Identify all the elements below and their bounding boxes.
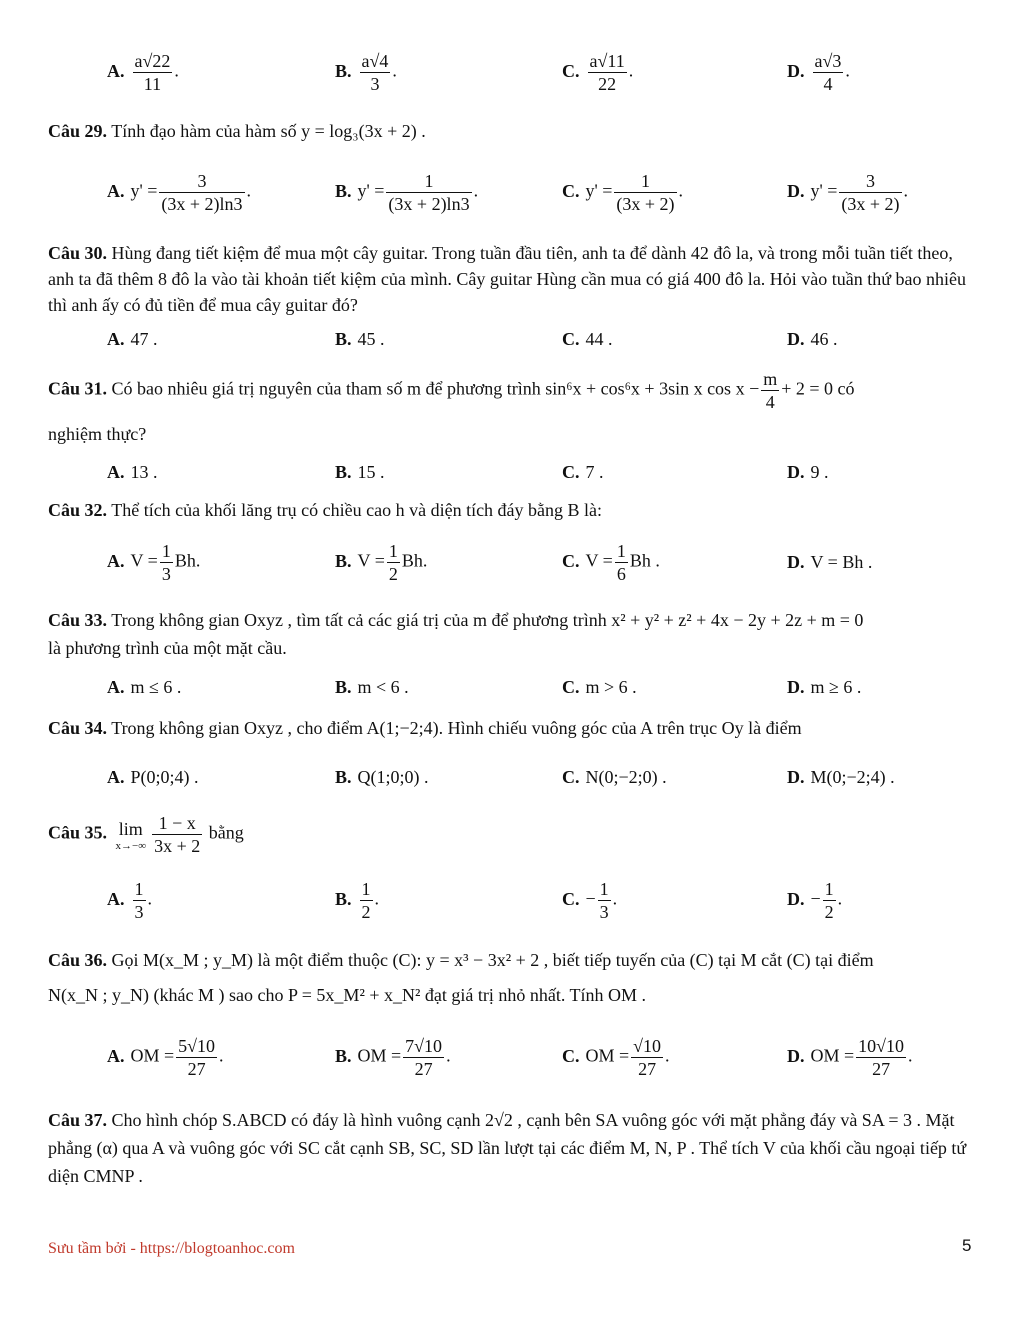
q35-after: bằng <box>208 822 244 843</box>
q28-option-a: A. $\frac{a√22}{11}$ . <box>107 51 179 94</box>
q29-option-b: B. y' = $\frac{1}{(3x + 2)\ln 3}$ . <box>335 171 479 214</box>
q34-option-a: A. P(0;0;4) . <box>107 767 199 787</box>
q30-option-c: C. 44 . <box>562 329 613 349</box>
q28-option-c: C. $\frac{a√11}{22}$ . <box>562 51 634 94</box>
q31-text: Có bao nhiêu giá trị nguyên của tham số m để phương trình sin⁶x + cos⁶x + 3sin x cos x − <box>111 378 760 399</box>
q30-stem <box>48 240 978 318</box>
q29-text: Tính đạo hàm của hàm số y = log₃(3x + 2) . <box>111 121 426 141</box>
q34-label: Câu 34. <box>48 718 108 738</box>
q35-option-d: D. − $\frac{1}{2}$ . <box>787 879 843 922</box>
q36-stem <box>48 950 874 971</box>
q30-option-d: D. 46 . <box>787 329 838 349</box>
q33-text: Trong không gian Oxyz , tìm tất cả các giá trị của m để phương trình x² + y² + z² + 4x − 2y + 2z + m = 0 <box>111 610 864 630</box>
q31-stem-line2: nghiệm thực? <box>48 424 147 444</box>
q36-option-c: C. OM = $\frac{√10}{27}$ . <box>562 1036 670 1079</box>
q36-stem-line2: N(x_N ; y_N) (khác M ) sao cho P = 5x_M² + x_N² đạt giá trị nhỏ nhất. Tính OM . <box>48 985 647 1005</box>
q32-stem <box>48 500 602 521</box>
q37-stem <box>48 1106 978 1190</box>
q36-option-b: B. OM = $\frac{7√10}{27}$ . <box>335 1036 451 1079</box>
q34-option-b: B. Q(1;0;0) . <box>335 767 429 787</box>
q35-option-c: C. − $\frac{1}{3}$ . <box>562 879 618 922</box>
q31-option-a: A. 13 . <box>107 462 158 482</box>
q36-option-a: A. OM = $\frac{5√10}{27}$ . <box>107 1036 224 1079</box>
q32-text: Thể tích của khối lăng trụ có chiều cao h và diện tích đáy bằng B là: <box>111 500 603 520</box>
q30-option-a: A. 47 . <box>107 329 158 349</box>
footer-source: Sưu tầm bởi - https://blogtoanhoc.com <box>48 1240 295 1257</box>
q28-d-num: a√3 <box>814 51 842 71</box>
q36-label: Câu 36. <box>48 950 108 970</box>
q35-stem: Câu 35. lim x→−∞ $\frac{1 - x}{3x + 2}$ bằng <box>48 813 244 856</box>
q33-option-a: A. m ≤ 6 . <box>107 677 182 697</box>
q32-option-a: A. V = $\frac{1}{3}$ Bh. <box>107 541 201 584</box>
q29-option-a: A. y' = $\frac{3}{(3x + 2)\ln 3}$ . <box>107 171 252 214</box>
q34-text: Trong không gian Oxyz , cho điểm A(1;−2;4). Hình chiếu vuông góc của A trên trục Oy là điểm <box>111 718 802 738</box>
q33-option-d: D. m ≥ 6 . <box>787 677 862 697</box>
q32-option-b: B. V = $\frac{1}{2}$ Bh. <box>335 541 428 584</box>
q37-text: Cho hình chóp S.ABCD có đáy là hình vuông cạnh 2√2 , cạnh bên SA vuông góc với mặt phẳng đáy và SA = 3 . Mặt phẳng (α) qua A và vuông góc với SC cắt cạnh SB, SC, SD lần lượt tại các điểm M, N, P . Thể tích V của khối cầu ngoại tiếp tứ diện CMNP . <box>48 1110 967 1186</box>
q28-a-num: a√22 <box>134 51 171 71</box>
q34-stem <box>48 718 802 739</box>
q32-option-d: D. V = Bh . <box>787 552 873 572</box>
q31-label: Câu 31. <box>48 378 108 399</box>
q35-limit: lim x→−∞ <box>115 818 147 852</box>
q28-c-den: 22 <box>598 74 617 94</box>
q31-stem: Câu 31. Có bao nhiêu giá trị nguyên của tham số m để phương trình sin⁶x + cos⁶x + 3sin x cos x − $\frac{m}{4}$ + 2 = 0 có <box>48 369 855 412</box>
q32-option-c: C. V = $\frac{1}{6}$ Bh . <box>562 541 660 584</box>
q28-option-d: D. $\frac{a√3}{4}$ . <box>787 51 850 94</box>
q33-option-c: C. m > 6 . <box>562 677 637 697</box>
q33-label: Câu 33. <box>48 610 108 630</box>
q29-label: Câu 29. <box>48 121 108 141</box>
q35-option-b: B. $\frac{1}{2}$ . <box>335 879 380 922</box>
q31-option-b: B. 15 . <box>335 462 385 482</box>
q33-stem-line2: là phương trình của một mặt cầu. <box>48 638 287 658</box>
q31-option-d: D. 9 . <box>787 462 829 482</box>
page-number: 5 <box>962 1236 972 1255</box>
q33-option-b: B. m < 6 . <box>335 677 409 697</box>
q33-stem <box>48 610 863 631</box>
q29-option-d: D. y' = $\frac{3}{(3x + 2)}$ . <box>787 171 909 214</box>
q29-option-c: C. y' = $\frac{1}{(3x + 2)}$ . <box>562 171 684 214</box>
q32-label: Câu 32. <box>48 500 108 520</box>
q28-b-num: a√4 <box>361 51 389 71</box>
q29-stem <box>48 121 426 142</box>
q30-label: Câu 30. <box>48 243 108 263</box>
q35-option-a: A. $\frac{1}{3}$ . <box>107 879 152 922</box>
q30-option-b: B. 45 . <box>335 329 385 349</box>
q36-text: Gọi M(x_M ; y_M) là một điểm thuộc (C): y = x³ − 3x² + 2 , biết tiếp tuyến của (C) tại M cắt (C) tại điểm <box>111 950 874 970</box>
q28-c-num: a√11 <box>589 51 625 71</box>
q28-b-den: 3 <box>370 74 380 94</box>
q34-option-c: C. N(0;−2;0) . <box>562 767 667 787</box>
q30-text: Hùng đang tiết kiệm để mua một cây guitar. Trong tuần đầu tiên, anh ta để dành 42 đô la, và trong mỗi tuần tiết theo, anh ta đã thêm 8 đô la vào tài khoản tiết kiệm của mình. Cây guitar Hùng cần mua có giá 400 đô la. Hỏi vào tuần thứ bao nhiêu thì anh ấy có đủ tiền để mua cây guitar đó? <box>48 243 967 315</box>
q28-option-b: B. $\frac{a√4}{3}$ . <box>335 51 397 94</box>
q37-label: Câu 37. <box>48 1110 108 1130</box>
q31-option-c: C. 7 . <box>562 462 604 482</box>
q35-label: Câu 35. <box>48 822 108 843</box>
q28-d-den: 4 <box>823 74 833 94</box>
q28-a-den: 11 <box>143 74 162 94</box>
q36-option-d: D. OM = $\frac{10√10}{27}$ . <box>787 1036 913 1079</box>
q34-option-d: D. M(0;−2;4) . <box>787 767 895 787</box>
